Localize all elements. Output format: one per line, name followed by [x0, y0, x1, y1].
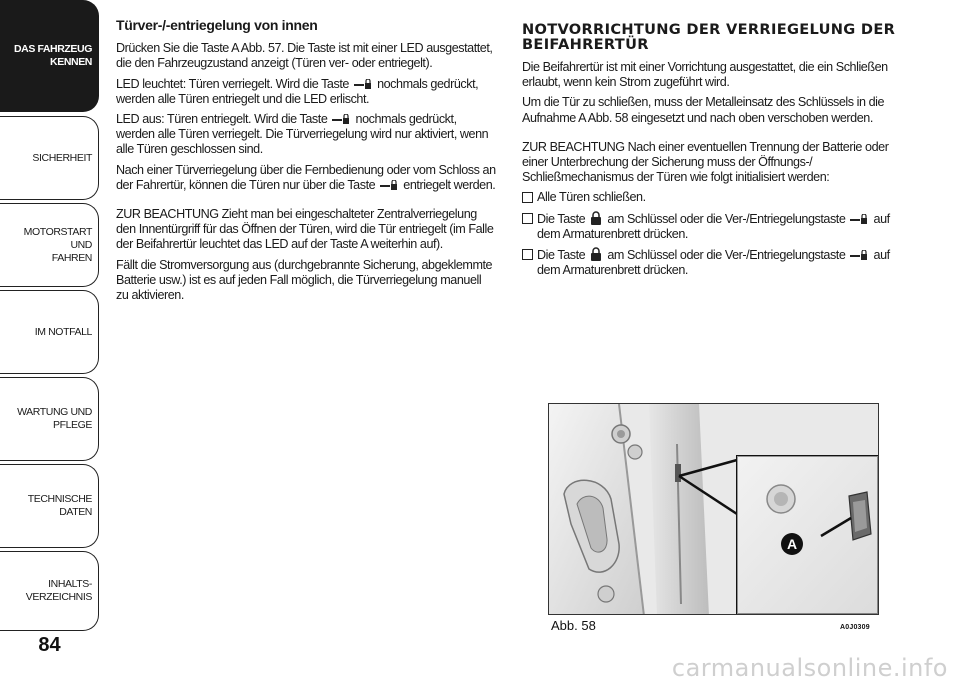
page-number: 84	[38, 634, 61, 656]
tab-im-notfall[interactable]	[0, 290, 99, 374]
note-paragraph: ZUR BEACHTUNG Nach einer eventuellen Trennung der Batterie oder einer Unterbrechung der Sicherung muss der Öffnungs-/ Schließmechanismus der Türen wie folgt initialisiert werden:	[522, 139, 889, 185]
figure-caption: Abb. 58	[551, 618, 596, 633]
text: entriegelt werden.	[403, 177, 496, 192]
left-column	[116, 18, 496, 308]
lock-key-icon	[380, 180, 398, 190]
checkbox-bullet-icon	[522, 192, 533, 203]
padlock-closed-icon	[590, 211, 602, 225]
paragraph: Um die Tür zu schließen, muss der Metalleinsatz des Schlüssels in die Aufnahme A Abb. 58 eingesetzt und nach oben verschoben werden.	[522, 95, 885, 125]
figure-code: A0J0309	[840, 624, 870, 631]
checkbox-bullet-icon	[522, 213, 533, 224]
tab-label: TECHNISCHE DATEN	[27, 493, 92, 518]
tab-label: DAS FAHRZEUG KENNEN	[13, 43, 92, 68]
section-heading: NOTVORRICHTUNG DER VERRIEGELUNG DER BEIFAHRERTÜR	[522, 21, 896, 53]
door-lock-illustration	[549, 404, 879, 615]
tab-label: IM NOTFALL	[34, 325, 92, 338]
text: auf dem Armaturenbrett drücken.	[537, 211, 890, 241]
text: am Schlüssel oder die Ver-/Entriegelungstaste	[607, 248, 846, 263]
checkbox-bullet-icon	[522, 249, 533, 260]
watermark: carmanualsonline.info	[671, 654, 948, 682]
paragraph	[116, 77, 496, 107]
bullet-text	[537, 211, 907, 242]
text: LED aus: Türen entriegelt. Wird die Taste	[116, 112, 328, 127]
tab-label: SICHERHEIT	[32, 151, 92, 164]
tab-motorstart-und-fahren[interactable]	[0, 203, 99, 287]
paragraph	[116, 112, 496, 158]
tab-wartung-und-pflege[interactable]	[0, 377, 99, 461]
paragraph	[116, 163, 496, 193]
tab-label: MOTORSTART UND FAHREN	[23, 225, 92, 264]
text: nochmals gedrückt, werden alle Türen verriegelt. Die Türverriegelung wird nur aktiviert, wenn alle Türen geschlossen sind.	[116, 112, 489, 157]
text: LED leuchtet: Türen verriegelt. Wird die Taste	[116, 76, 349, 91]
bullet-item	[522, 247, 907, 278]
bullet-text	[537, 247, 907, 278]
text: Die Taste	[537, 248, 586, 263]
bullet-text: Alle Türen schließen.	[537, 190, 646, 205]
text: auf dem Armaturenbrett drücken.	[537, 248, 890, 278]
tab-inhaltsverzeichnis[interactable]	[0, 551, 99, 631]
tab-das-fahrzeug-kennen[interactable]	[0, 0, 99, 112]
bullet-item	[522, 190, 907, 205]
note-paragraph: ZUR BEACHTUNG Zieht man bei eingeschalteter Zentralverriegelung den Innentürgriff für das Öffnen der Türen, wird die Tür entriegelt (im Falle der Beifahrertür leuchtet das LED auf der Taste A weiterhin auf).	[116, 207, 494, 252]
right-column	[522, 18, 907, 283]
door-lock-figure	[548, 403, 879, 615]
text: Nach einer Türverriegelung über die Fernbedienung oder vom Schloss an der Fahrertür, können die Türen nur über die Taste	[116, 162, 496, 192]
text: Die Taste	[537, 211, 586, 226]
paragraph: Die Beifahrertür ist mit einer Vorrichtung ausgestattet, die ein Schließen erlaubt, wenn kein Strom zugeführt wird.	[522, 60, 888, 90]
paragraph: Drücken Sie die Taste A Abb. 57. Die Taste ist mit einer LED ausgestattet, die den Fahrzeugzustand anzeigt (Türen ver- oder entriegelt).	[116, 41, 493, 71]
tab-technische-daten[interactable]	[0, 464, 99, 548]
tab-label: WARTUNG UND PFLEGE	[17, 406, 92, 431]
text: nochmals gedrückt, werden alle Türen entriegelt und die LED erlischt.	[116, 76, 479, 106]
lock-key-icon	[332, 114, 350, 124]
text: am Schlüssel oder die Ver-/Entriegelungstaste	[607, 211, 846, 226]
lock-key-icon	[850, 250, 868, 260]
lock-key-icon	[850, 214, 868, 224]
lock-key-icon	[354, 79, 372, 89]
section-subheading: Türver-/-entriegelung von innen	[116, 17, 318, 33]
callout-label-a: A	[781, 533, 803, 555]
paragraph: Fällt die Stromversorgung aus (durchgebrannte Sicherung, abgeklemmte Batterie usw.) ist es auf jeden Fall möglich, die Türverriegelung manuell zu aktivieren.	[116, 257, 493, 303]
padlock-closed-icon	[590, 247, 602, 261]
bullet-item	[522, 211, 907, 242]
tab-sicherheit[interactable]	[0, 116, 99, 200]
tab-label: INHALTS- VERZEICHNIS	[25, 578, 92, 603]
